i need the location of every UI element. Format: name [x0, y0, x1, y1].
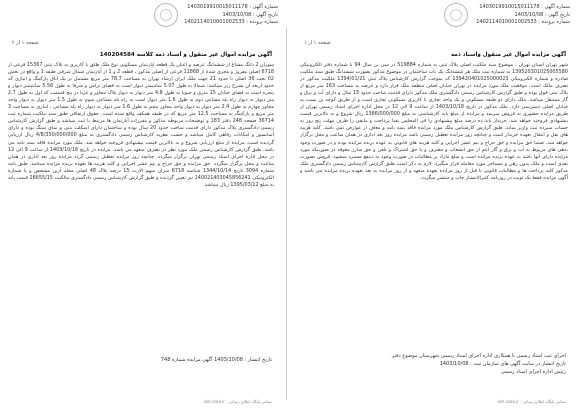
notice-body: سوران 2 دانگ مشاع از ششدانگ عرصه و اعیان یک قطعه آپارتمان مسکونی نوع ملک طلق با کاربری به پلاک ثبتی 15367 فرعی از 6718 اصلی مفروز و مجزی شده از 11868 فرعی از اصلی مذکور ، قطعه 2 و 1 از آپارتمان شمال شرقی طبقه 1 و واقع در بخش 02 تحت 36 اصلی با حدود 21 جهت ملک ایران ارشاد تهران به مساحت 78.7 متر مربع مشتمل بر یک اتاق پارکینگ و انباری که حدود اربعه آن بشرح زیر میباشد: شمالا به طول 5.07 سانتیمتر دیوار است به فضای تراس و شرقا به طول 5.56 سانتیمتر دیوار و پنجره است به فضای خیابان 15 متری و جنوبا به طول 4.8 متر دیوار به دیوار پلاک مجاور و غربا در پنج قسمت که اول به طول 2.7 متر دیوار به دیوار راه پله مشاعی دوم به طول 1.6 متر دیوار است به راه پله مشاعی سوم به طول 1.5 متر دیوار به دیوار واحد مجاور چهارم به طول 2.4 متر دیوار به دیوار واحد مجاور پنجم به طول 1.6 متر دیوار به دیوار راه پله مشاعی ، انباری به مساحت 3 متر مربع و پارکینگ به مساحت 12.5 متر مربع که در طبقه همکف واقع شده است. حقوق ارتفاقی طبق سند ملکیت شماره ثبت 36714 صفحه 248 دفتر 183 و توضیحات مربوطه مذکور و مقررات آپارتمان ها مرتبط با ثبت میباشد و طبق گزارش کارشناس رسمی دادگستری پلاک مذکور دارای قدمت ساخت حدود 20 سال بوده و ساختمان دارای اسکلت بتنی و نمای سنگ بوده و دارای آسانسور و امکانات رفاهی کامل میباشد و حسب نظریه کارشناس رسمی دادگستری به مبلغ 4/8/350/000/000 ریال ارزیابی گردیده است. مزایده از مبلغ ارزیابی شروع و به بالاترین قیمت پیشنهادی فروخته خواهد شد. ملک مورد مزایده فاقد بیمه نامه می باشد. طبق گزارش کارشناس رسمی ملک مورد نظر در تصرف متعهد می باشد. مزایده در تاریخ 1403/10/18 از ساعت 9 الی 12 در محل اداره اجرای اسناد رسمی تهران برگزار میگردد. چنانچه روز مزایده تعطیل رسمی گردد مزایده روز بعد اداری در همان ساعت و محل برگزار میگردد. حق مزایده و حق حراج و نیم عشر اجرایی و کلیه هزینه ها بعهده برنده مزایده میباشد. طبق نامه شماره 3094 تاریخ 1344/10/14 شناسه 6718 میزان سهم الارث 15 درصد پلاک 48 اصلی محله آرین مشخص و با شماره الکترونیکی 140021403045856241 نیز تعیین گردیده و طبق گزارش کارشناس رسمی دادگستری مالکیت 26655/15 قیمت پایه به مبلغ 1395/03/12 ریال میباشد.: [8, 62, 274, 188]
footer-line: اجرای ثبت اسناد رسمی با همکاری اداره اجرای اسناد رسمی شهرستان موضوع دفتر: [391, 353, 566, 359]
notice-title: آگهی مزایده اموال غیر منقول واسناد ذمه: [451, 52, 566, 58]
notice-number: شماره آگهی : 1403019910015011178: [187, 4, 278, 10]
notice-meta: [476, 4, 570, 27]
notice-number: شماره آگهی : 1403019910015011178: [479, 4, 570, 10]
publish-date: تاریخ انتشار : 1403/10/08 آگهی مزایده شماره 748: [160, 357, 272, 363]
notice-body: شهر تهران استان تهران ، موضوع سند ملکیت اصلی پلاک ثبتی به شماره 519884 در سی بن سال 94 با شماره دفتر الکترونیکی 139520301025005580 به شماره ثبت ملک هر ششدانگ یک باب ساختمان در موضوع مذکور بصورت ششدانگ طبق سند ملکیت صادره و شماره الکترونیکی 139420401025000023 که بموجب گزارش کارشناس پلاک ثبتی 1394/01/21 ملکیت مذکور در تصرف مالک است. موقعیت ملک مورد مزایده در تهران خیابان اصلی منطقه ملک قرار دارد و عرصه به مساحت 163 متر مربع از پلاک ثبتی فوق بوده و طبق گزارش کارشناس رسمی دادگستری ملک مذکور دارای قدمت ساخت حدود 15 سال و دارای آب و برق و گاز مستقل میباشد. ملک دارای دو طبقه مسکونی و یک واحد تجاری با کاربری مسکونی تجاری است و از طریق کوچه بن بست به خیابان اصلی دسترسی دارد. ملک مذکور در تاریخ 1403/10/18 از ساعت 9 الی 12 در محل اداره اجرای اسناد رسمی تهران از طریق مزایده حضوری به فروش میرسد و مزایده از مبلغ پایه کارشناسی به مبلغ 1386/000/000 ریال شروع و به بالاترین قیمت پیشنهادی فروخته خواهد شد. خریدار باید ده درصد مبلغ پیشنهادی را فی المجلس نقدا پرداخت و مابقی را ظرف مهلت پنج روز به حساب سپرده ثبت واریز نماید. طبق گزارش کارشناس ملک مورد مزایده فاقد بیمه نامه و معاف از عوارض نمی باشد. کلیه هزینه های نقل و انتقال بعهده خریدار است و چنانچه روز مزایده تعطیل رسمی باشد مزایده روز بعد اداری در همان ساعت و محل برگزار خواهد شد. ضمنا حق مزایده و حق حراج و نیم عشر اجرایی و کلیه هزینه های قانونی به عهده برنده مزایده بوده و در صورت وجود بدهی های مربوط به آب و برق و گاز اعم از حق انشعاب و مصرف و یا حق اشتراک و تلفن و حق شارژ معوقه در صورتیکه مورد مزایده دارای آنها باشد به عهده برنده مزایده است و مبلغ مازاد بر مطالبات در صورت وجود به ذینفع مسترد میشود. فروش بصورت نقدی است و ملک بدون رهن و مستاجر مورد معامله قرار میگیرد. لازم به ذکر است طبق گزارش کارشناس رسمی دادگستری ملک مذکور کلیه پرداخت ها و مطالبات قانونی تا قبل از روز مزایده بعهده متعهد و از روز مزایده به بعد بعهده برنده مزایده می باشد و آگهی مزایده فقط یک نوبت در روزنامه کثیرالانتشار چاپ و منتشر میگردد.: [300, 62, 568, 181]
notice-footer: [302, 352, 566, 376]
page-number: صفحه ۱ از ۲: [12, 40, 39, 46]
site-address: نشانی پایگاه اطلاع رسانی : ads.ssaa.ir: [497, 399, 566, 404]
signatory: رئیس اداره اجرای اسناد رسمی: [500, 369, 566, 375]
registry-seal-icon: [444, 3, 468, 27]
case-number: شماره پرونده : 1402114010001002533: [476, 19, 570, 25]
publish-date: تاریخ انتشار در سایت آگهی های سازمان ثبت : 1403/10/08: [439, 361, 566, 367]
registry-seal-icon: [154, 3, 178, 27]
notice-title: آگهی مزایده اموال غیر منقول و اسناد ذمه کلاسه 140204584: [99, 52, 272, 58]
case-number: شماره پرونده : 1402114010001002533: [184, 19, 278, 25]
right-notice: [296, 0, 572, 408]
notice-date: تاریخ آگهی : 1403/10/08: [222, 11, 278, 18]
site-address: نشانی پایگاه اطلاع رسانی : ads.ssaa.ir: [203, 399, 272, 404]
notice-date: تاریخ آگهی : 1403/10/08: [514, 11, 570, 18]
left-notice: [4, 0, 278, 408]
notice-footer: [10, 356, 272, 364]
notice-meta: [184, 4, 278, 27]
page-number: صفحه ۱ از ۱: [304, 40, 331, 46]
column-divider: [286, 28, 287, 400]
